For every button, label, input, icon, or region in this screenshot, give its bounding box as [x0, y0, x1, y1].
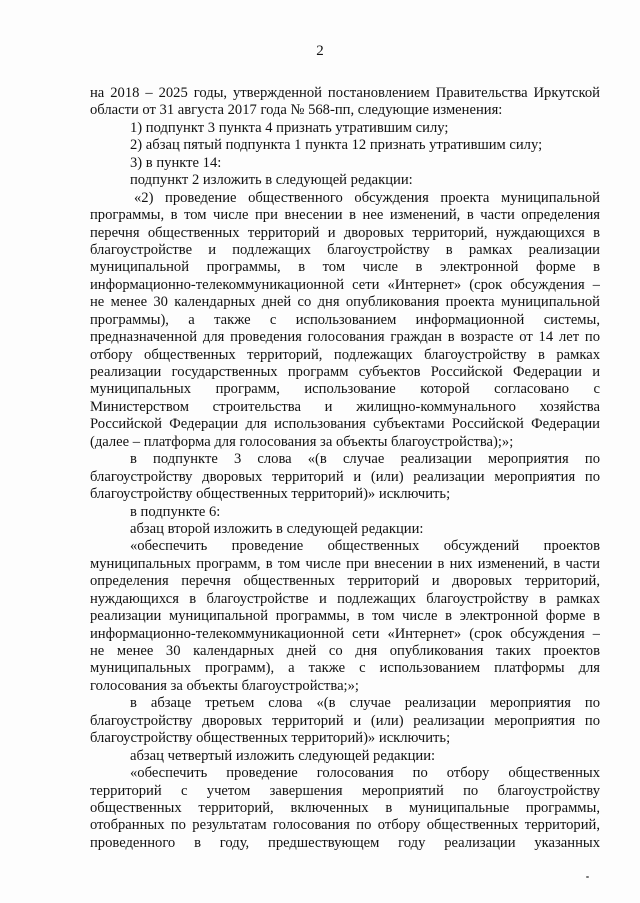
- text-line: реализации муниципальной программы, в том числе в электронной форме в: [90, 608, 600, 625]
- text-line: нуждающихся в благоустройстве и подлежащих благоустройству в рамках: [90, 590, 600, 607]
- text-line: информационно-телекоммуникационной сети «Интернет» (срок обсуждения –: [90, 625, 600, 642]
- text-line: «обеспечить проведение голосования по отбору общественных: [130, 765, 600, 782]
- text-line: муниципальных программ, в том числе при внесении в них изменений, в части: [90, 555, 600, 572]
- text-line: программы, в том числе при внесении в нее изменений, в части определения: [90, 207, 600, 224]
- text-line: не менее 30 календарных дней со дня опубликования проекта муниципальной: [90, 294, 600, 311]
- text-line: 3) в пункте 14:: [130, 154, 222, 171]
- text-line: информационно-телекоммуникационной сети «Интернет» (срок обсуждения –: [90, 276, 600, 293]
- text-line: муниципальных программ), а также с использованием платформы для: [90, 660, 600, 677]
- text-line: перечня общественных территорий и дворовых территорий, нуждающихся в: [90, 224, 600, 241]
- text-line: отбору общественных территорий, подлежащих благоустройству в рамках: [90, 346, 600, 363]
- text-line: программы), а также с использованием информационной системы,: [90, 311, 600, 328]
- text-line: муниципальных программ, использование которой согласовано с: [90, 381, 600, 398]
- text-line: благоустройству дворовых территорий и (или) реализации мероприятия по: [90, 468, 600, 485]
- text-line: реализации государственных программ субъектов Российской Федерации и: [90, 364, 600, 380]
- scan-mark: [586, 876, 589, 878]
- text-line: не менее 30 календарных дней со дня опубликования таких проектов: [90, 643, 600, 659]
- text-line: абзац четвертый изложить следующей редакции:: [130, 747, 436, 764]
- text-line: в подпункте 6:: [130, 503, 221, 520]
- text-line: предназначенной для проведения голосования граждан в возрасте от 14 лет по: [90, 329, 600, 346]
- text-line: абзац второй изложить в следующей редакции:: [130, 520, 424, 537]
- text-line: проведенного в году, предшествующем году реализации указанных: [90, 834, 600, 851]
- text-line: подпункт 2 изложить в следующей редакции:: [130, 172, 413, 189]
- text-line: области от 31 августа 2017 года № 568-пп, следующие изменения:: [90, 102, 503, 119]
- text-line: (далее – платформа для голосования за объекты благоустройства);»;: [90, 433, 514, 450]
- page-number: 2: [316, 43, 324, 59]
- text-line: благоустройству общественных территорий)» исключить;: [90, 486, 451, 503]
- text-line: 2) абзац пятый подпункта 1 пункта 12 признать утратившим силу;: [130, 137, 543, 154]
- text-line: на 2018 – 2025 годы, утвержденной постановлением Правительства Иркутской: [90, 85, 600, 101]
- text-line: в абзаце третьем слова «(в случае реализации мероприятия по: [130, 695, 600, 712]
- text-line: благоустройству общественных территорий)» исключить;: [90, 730, 451, 747]
- text-line: «обеспечить проведение общественных обсуждений проектов: [130, 538, 600, 555]
- text-line: общественных территорий, включенных в муниципальные программы,: [90, 799, 600, 816]
- text-line: благоустройству дворовых территорий и (или) реализации мероприятия по: [90, 712, 600, 729]
- text-line: 1) подпункт 3 пункта 4 признать утратившим силу;: [130, 119, 449, 136]
- text-line: «2) проведение общественного обсуждения проекта муниципальной: [134, 189, 600, 206]
- text-line: отобранных по результатам голосования по отбору общественных территорий,: [90, 817, 600, 834]
- text-line: в подпункте 3 слова «(в случае реализации мероприятия по: [130, 451, 600, 468]
- text-line: благоустройстве и подлежащих благоустройству в рамках реализации: [90, 241, 600, 258]
- text-line: территорий с учетом завершения мероприятий по благоустройству: [90, 782, 600, 799]
- text-line: муниципальной программы, в том числе в электронной форме в: [90, 259, 600, 276]
- document-body: [90, 85, 600, 852]
- text-line: определения перечня общественных территорий и дворовых территорий,: [90, 573, 600, 590]
- text-line: Министерством строительства и жилищно-коммунального хозяйства: [90, 398, 600, 415]
- text-line: голосования за объекты благоустройства;»;: [90, 677, 359, 694]
- text-line: Российской Федерации для использования субъектами Российской Федерации: [90, 416, 600, 433]
